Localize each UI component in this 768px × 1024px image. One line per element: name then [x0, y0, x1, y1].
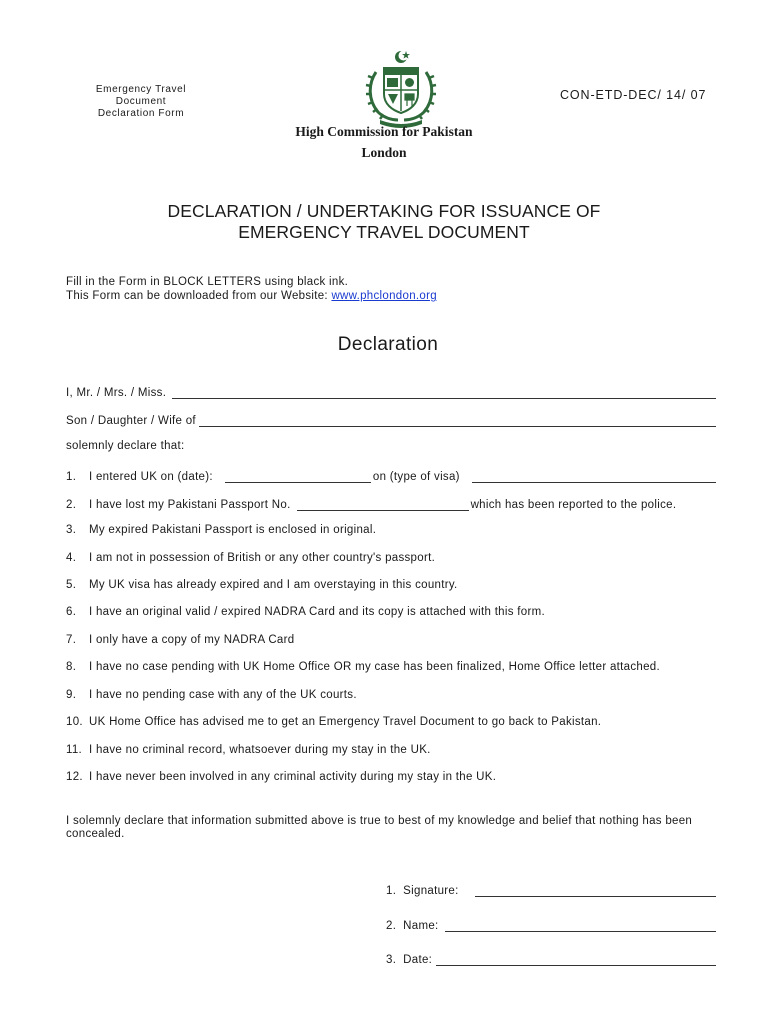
form-name-line-2: Document	[115, 96, 167, 107]
item-text-continued: on (type of visa)	[372, 471, 460, 483]
item-text: I have lost my Pakistani Passport No.	[89, 499, 291, 511]
item-text: My expired Pakistani Passport is enclosed in original.	[89, 524, 377, 536]
signature-row	[386, 881, 716, 897]
declaration-item-6	[66, 606, 545, 618]
item-number: 3.	[66, 524, 77, 536]
instruction-line-2	[66, 290, 437, 302]
declaration-item-3	[66, 524, 376, 536]
visa-type-field[interactable]	[472, 470, 716, 483]
applicant-name-field[interactable]	[172, 386, 716, 399]
item-text: I am not in possession of British or any other country's passport.	[89, 552, 436, 564]
declaration-item-8	[66, 661, 660, 673]
item-number: 1.	[66, 471, 77, 483]
item-number: 9.	[66, 689, 77, 701]
item-number: 8.	[66, 661, 77, 673]
item-text: I only have a copy of my NADRA Card	[89, 634, 295, 646]
declaration-item-10	[66, 716, 601, 728]
applicant-name-label: I, Mr. / Mrs. / Miss.	[66, 387, 167, 399]
reference-code: CON-ETD-DEC/ 14/ 07	[560, 88, 707, 102]
item-number: 6.	[66, 606, 77, 618]
section-title: Declaration	[337, 334, 439, 355]
declaration-item-4	[66, 552, 435, 564]
item-text: My UK visa has already expired and I am overstaying in this country.	[89, 579, 458, 591]
form-name-line-3: Declaration Form	[97, 108, 185, 119]
relation-name-field[interactable]	[199, 414, 716, 427]
declare-label: solemnly declare that:	[66, 440, 185, 452]
item-number: 12.	[66, 771, 83, 783]
item-number: 2.	[66, 499, 77, 511]
signature-field[interactable]	[475, 884, 716, 897]
form-name	[70, 84, 212, 120]
declaration-item-11	[66, 744, 431, 756]
item-text: I have no pending case with any of the UK courts.	[89, 689, 357, 701]
declaration-item-9	[66, 689, 357, 701]
name-row	[386, 916, 716, 932]
organization-city: London	[361, 145, 407, 160]
closing-statement: I solemnly declare that information submitted above is true to best of my knowledge and belief that nothing has been concealed.	[66, 815, 693, 840]
entry-date-field[interactable]	[225, 470, 371, 483]
item-text: UK Home Office has advised me to get an Emergency Travel Document to go back to Pakistan.	[89, 716, 602, 728]
item-number: 11.	[66, 744, 83, 756]
form-name-line-1: Emergency Travel	[95, 84, 187, 95]
website-link[interactable]: www.phclondon.org	[331, 290, 437, 302]
date-row	[386, 950, 716, 966]
item-text: I have never been involved in any criminal activity during my stay in the UK.	[89, 771, 497, 783]
item-text: I entered UK on (date):	[89, 471, 213, 483]
date-label: 3. Date:	[386, 954, 433, 966]
relation-row	[66, 411, 716, 427]
declaration-item-7	[66, 634, 294, 646]
item-number: 7.	[66, 634, 77, 646]
declaration-item-12	[66, 771, 496, 783]
date-field[interactable]	[436, 953, 716, 966]
document-title-line-1: DECLARATION / UNDERTAKING FOR ISSUANCE OF	[167, 201, 601, 221]
declaration-item-2	[66, 495, 726, 511]
passport-number-field[interactable]	[297, 498, 469, 511]
item-number: 4.	[66, 552, 77, 564]
item-text: I have no case pending with UK Home Office OR my case has been finalized, Home Office letter attached.	[89, 661, 660, 673]
name-label: 2. Name:	[386, 920, 439, 932]
state-emblem-icon	[362, 48, 440, 128]
signature-label: 1. Signature:	[386, 885, 459, 897]
relation-label: Son / Daughter / Wife of	[66, 415, 196, 427]
item-text-continued: which has been reported to the police.	[470, 499, 677, 511]
document-title-line-2: EMERGENCY TRAVEL DOCUMENT	[238, 222, 530, 242]
declaration-item-5	[66, 579, 458, 591]
item-text: I have no criminal record, whatsoever during my stay in the UK.	[89, 744, 431, 756]
instruction-line-1: Fill in the Form in BLOCK LETTERS using black ink.	[66, 276, 349, 288]
declaration-item-1	[66, 467, 716, 483]
item-number: 10.	[66, 716, 83, 728]
name-field[interactable]	[445, 919, 716, 932]
item-text: I have an original valid / expired NADRA Card and its copy is attached with this form.	[89, 606, 545, 618]
applicant-name-row	[66, 383, 716, 399]
instruction-line-2-text: This Form can be downloaded from our Website:	[66, 290, 332, 302]
item-number: 5.	[66, 579, 77, 591]
organization-name: High Commission for Pakistan	[295, 124, 473, 139]
